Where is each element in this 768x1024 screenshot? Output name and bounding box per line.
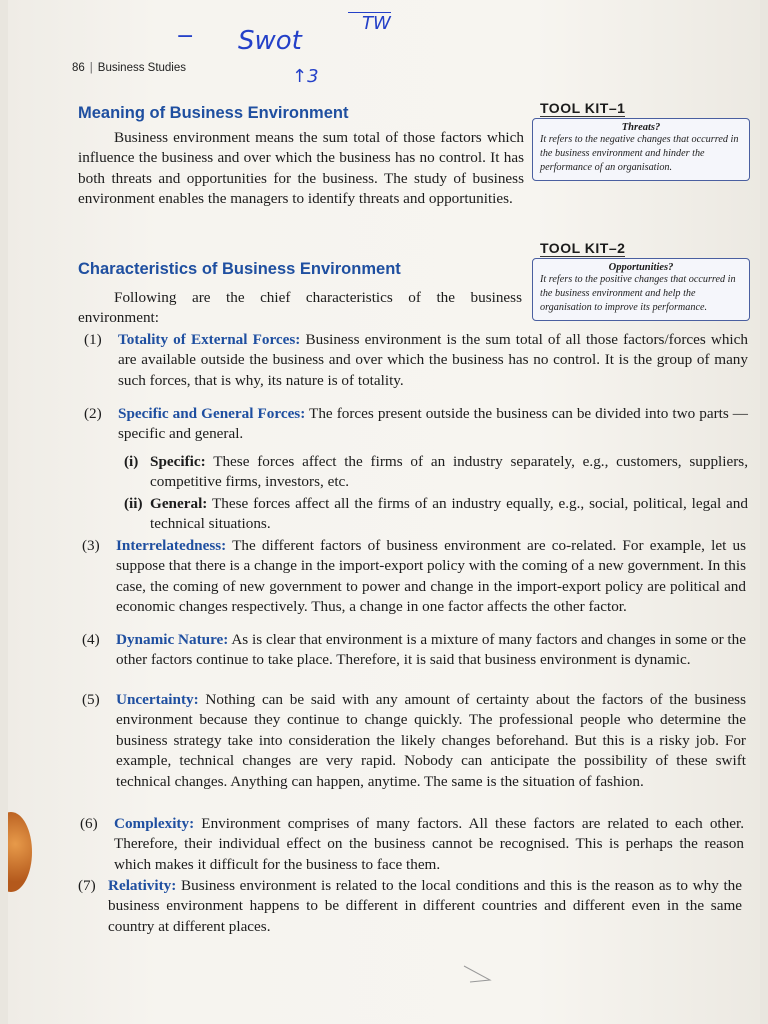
item-text: Business environment is the sum total of all those factors/forces which are available outside the business and over which the business has no control. It is the group of many such forces, that is why, its nature is of totality. xyxy=(118,331,748,389)
page-number: 86 xyxy=(72,62,85,74)
item-number: (6) xyxy=(80,815,98,832)
sub-item-term: General: xyxy=(150,495,208,512)
item-term: Complexity: xyxy=(114,815,195,832)
item-term: Dynamic Nature: xyxy=(116,631,229,648)
toolkit-1-heading: Threats? xyxy=(621,122,661,133)
item-term: Uncertainty: xyxy=(116,691,199,708)
book-page xyxy=(8,0,760,1024)
toolkit-1-box xyxy=(532,118,750,181)
handwritten-mark: ↑3 xyxy=(292,66,319,87)
thumb xyxy=(8,812,32,892)
item-text: Environment comprises of many factors. All these factors are related to each other. Therefore, their individual effect on the business cannot be recognised. This is perhaps the reason which makes it difficult for the business to face them. xyxy=(114,815,744,873)
characteristic-item-5 xyxy=(82,690,746,792)
characteristic-item-1 xyxy=(84,330,748,391)
sub-item-number: (i) xyxy=(124,453,139,470)
sub-item-term: Specific: xyxy=(150,453,206,470)
toolkit-2-text: It refers to the positive changes that occurred in the business environment and help the organisation to improve its performance. xyxy=(540,274,736,313)
toolkit-2 xyxy=(532,240,750,321)
item-number: (5) xyxy=(82,691,100,708)
item-text: The forces present outside the business can be divided into two parts — specific and general. xyxy=(118,405,748,443)
item-number: (3) xyxy=(82,537,100,554)
header-separator: | xyxy=(89,62,93,74)
item-text: The different factors of business environment are co-related. For example, let us suppose that there is a change in the import-export policy with the coming of a new government. In this case, the coming of new government to power and change in the import-export policy are political and economic changes respectively. Thus, a change in one factor affects the other factor. xyxy=(116,537,746,616)
toolkit-2-title: TOOL KIT–2 xyxy=(540,240,626,256)
characteristic-item-2 xyxy=(84,404,748,445)
item-number: (4) xyxy=(82,631,100,648)
item-number: (7) xyxy=(78,877,96,894)
section-heading-meaning: Meaning of Business Environment xyxy=(78,104,349,122)
item-text: As is clear that environment is a mixture of many factors and changes in some or the other factors continue to take place. Therefore, it is said that business environment is dynamic. xyxy=(116,631,746,669)
sub-item-general xyxy=(124,494,748,535)
characteristic-item-4 xyxy=(82,630,746,671)
characteristic-item-6 xyxy=(80,814,744,875)
handwritten-dash: − xyxy=(176,24,195,49)
item-number: (2) xyxy=(84,405,102,422)
toolkit-1-title: TOOL KIT–1 xyxy=(540,100,626,116)
toolkit-2-heading: Opportunities? xyxy=(608,262,674,273)
toolkit-1 xyxy=(532,100,750,181)
item-text: Nothing can be said with any amount of certainty about the factors of the business environment because they continue to change quickly. The professional people who determine the business strategy take into consideration the likely changes beforehand. But this is a risky job. For example, technical changes are very rapid. Nobody can anticipate the possibility of these swift technical changes. Anything can happen, anytime. The same is the situation of fashion. xyxy=(116,691,747,790)
book-title: Business Studies xyxy=(97,62,187,74)
item-number: (1) xyxy=(84,331,102,348)
handwritten-note-extra: TW xyxy=(348,12,391,34)
characteristics-intro: Following are the chief characteristics of the business environment: xyxy=(78,289,522,327)
item-term: Relativity: xyxy=(108,877,177,894)
handwritten-note: Swot xyxy=(238,26,302,56)
item-term: Totality of External Forces: xyxy=(118,331,301,348)
sub-item-text: These forces affect the firms of an industry separately, e.g., customers, suppliers, competitive firms, investors, etc. xyxy=(150,453,748,491)
item-term: Interrelatedness: xyxy=(116,537,227,554)
item-term: Specific and General Forces: xyxy=(118,405,306,422)
characteristic-item-7 xyxy=(78,876,742,937)
pencil-mark-icon xyxy=(460,962,500,986)
page-header xyxy=(72,62,186,74)
sub-item-text: These forces affect all the firms of an industry equally, e.g., social, political, legal and technical situations. xyxy=(150,495,748,533)
sub-item-specific xyxy=(124,452,748,493)
sub-item-number: (ii) xyxy=(124,495,143,512)
meaning-paragraph: Business environment means the sum total of those factors which influence the business and over which the business has no control. It has both threats and opportunities for the business. The study of business environment enables the managers to identify threats and opportunities. xyxy=(78,129,524,208)
toolkit-1-text: It refers to the negative changes that occurred in the business environment and hinder the performance of an organisation. xyxy=(540,134,739,173)
item-text: Business environment is related to the local conditions and this is the reason as to why the business environment happens to be different in different countries and different even in the same country at different places. xyxy=(108,877,743,935)
toolkit-2-box xyxy=(532,258,750,321)
section-heading-characteristics: Characteristics of Business Environment xyxy=(78,260,401,278)
characteristic-item-3 xyxy=(82,536,746,618)
